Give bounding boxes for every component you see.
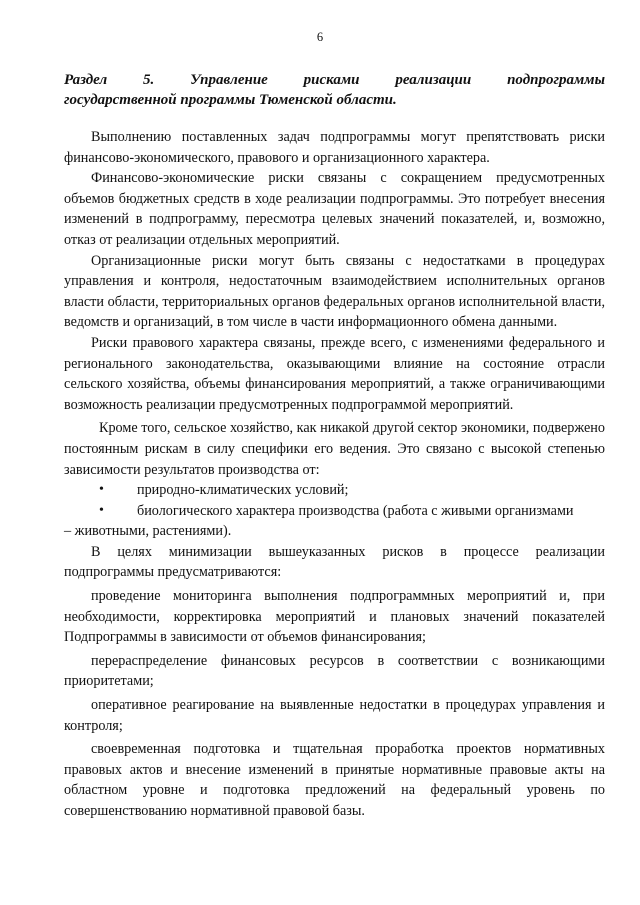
bullet-marker: •	[99, 482, 104, 498]
paragraph: своевременная подготовка и тщательная проработка проектов нормативных правовых актов и внесение изменений в принятые нормативные правовые акты на областном уровне и подготовка предложений на федеральный уровень по совершенствованию нормативной правовой базы.	[64, 741, 605, 819]
paragraph: В целях минимизации вышеуказанных рисков в процессе реализации подпрограммы предусматриваются:	[64, 543, 605, 581]
section-heading	[64, 70, 605, 110]
paragraph: Выполнению поставленных задач подпрограммы могут препятствовать риски финансово-экономического, правового и организационного характера.	[64, 129, 605, 166]
list-item-text-continued: – животными, растениями).	[64, 523, 232, 540]
paragraph: Организационные риски могут быть связаны с недостатками в процедурах управления и контроля, недостаточным взаимодействием исполнительных органов власти области, территориальных органов федеральных органов исполнительной власти, ведомств и организаций, в том числе в части информационного обмена данными.	[64, 252, 605, 331]
bullet-marker: •	[99, 502, 104, 518]
paragraph: Риски правового характера связаны, прежде всего, с изменениями федерального и регионального законодательства, оказывающими влияние на состояние отрасли сельского хозяйства, объемы финансирования мероприятий, а также ограничивающими возможность реализации предусмотренных подпрограммой мероприятий.	[64, 334, 605, 413]
paragraph: перераспределение финансовых ресурсов в соответствии с возникающими приоритетами;	[64, 652, 605, 690]
page-number: 6	[316, 30, 324, 44]
list-item-text: природно-климатических условий;	[137, 482, 349, 499]
section-heading-line-1: Раздел 5. Управление рисками реализации подпрограммы	[64, 72, 605, 88]
paragraph: Кроме того, сельское хозяйство, как никакой другой сектор экономики, подвержено постоянным рискам в силу специфики его ведения. Это связано с высокой степенью зависимости результатов производства от:	[64, 420, 605, 478]
paragraph: проведение мониторинга выполнения подпрограммных мероприятий и, при необходимости, корректировка мероприятий и плановых значений показателей Подпрограммы в зависимости от объемов финансирования;	[64, 588, 605, 646]
document-body	[64, 127, 605, 822]
section-heading-line-2: государственной программы Тюменской области.	[64, 92, 397, 108]
list-item	[64, 480, 605, 501]
list-item	[64, 501, 605, 542]
list-item-text: биологического характера производства (работа с живыми организмами	[137, 502, 574, 519]
paragraph: Финансово-экономические риски связаны с сокращением предусмотренных объемов бюджетных средств в ходе реализации подпрограммы. Это потребует внесения изменений в подпрограмму, пересмотра целевых значений показателей, и, возможно, отказ от реализации отдельных мероприятий.	[64, 170, 605, 248]
paragraph: оперативное реагирование на выявленные недостатки в процедурах управления и контроля;	[64, 697, 605, 734]
risk-factor-list	[64, 480, 605, 542]
